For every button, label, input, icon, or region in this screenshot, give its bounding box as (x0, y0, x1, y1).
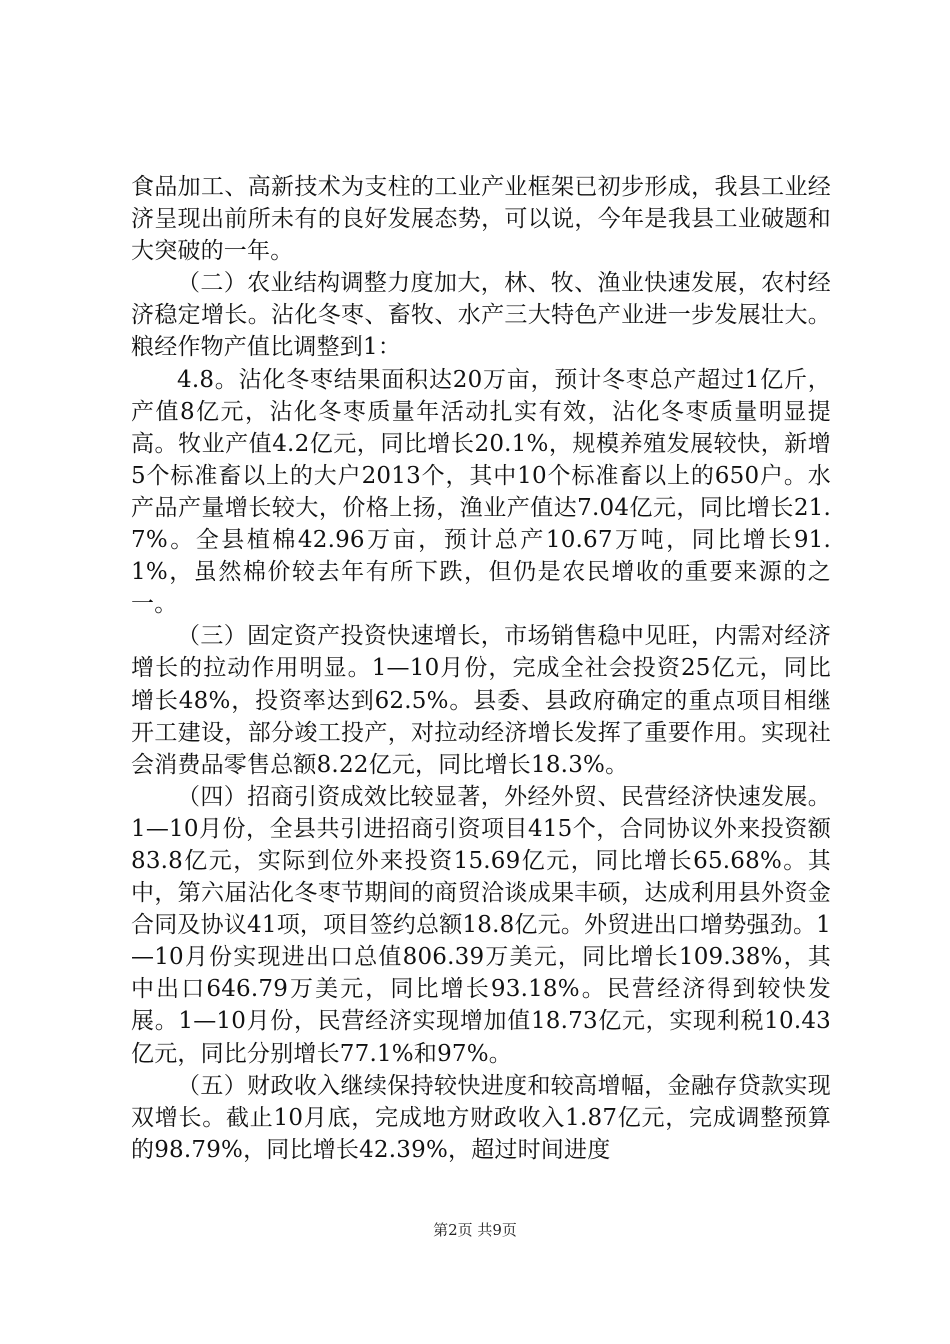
document-body (131, 171, 831, 1166)
paragraph-agriculture-details: 4.8。沾化冬枣结果面积达20万亩，预计冬枣总产超过1亿斤，产值8亿元，沾化冬枣质量年活动扎实有效，沾化冬枣质量明显提高。牧业产值4.2亿元，同比增长20.1%，规模养殖发展较快，新增5个标准畜以上的大户2013个，其中10个标准畜以上的650户。水产品产量增长较大，价格上扬，渔业产值达7.04亿元，同比增长21.7%。全县植棉42.96万亩，预计总产10.67万吨，同比增长91.1%，虽然棉价较去年有所下跌，但仍是农民增收的重要来源的之一。 (131, 366, 831, 618)
page-footer: 第2页 共9页 (433, 1221, 517, 1239)
paragraph-industry-summary: 食品加工、高新技术为支柱的工业产业框架已初步形成，我县工业经济呈现出前所未有的良好发展态势，可以说，今年是我县工业破题和大突破的一年。 (131, 174, 831, 265)
paragraph-investment-promotion: （四）招商引资成效比较显著，外经外贸、民营经济快速发展。1—10月份，全县共引进招商引资项目415个，合同协议外来投资额83.8亿元，实际到位外来投资15.69亿元，同比增长65.68%。其中，第六届沾化冬枣节期间的商贸洽谈成果丰硕，达成利用县外资金合同及协议41项，项目签约总额18.8亿元。外贸进出口增势强劲。1—10月份实现进出口总值806.39万美元，同比增长109.38%，其中出口646.79万美元，同比增长93.18%。民营经济得到较快发展。1—10月份，民营经济实现增加值18.73亿元，实现利税10.43亿元，同比分别增长77.1%和97%。 (131, 783, 831, 1067)
paragraph-fiscal-revenue: （五）财政收入继续保持较快进度和较高增幅，金融存贷款实现双增长。截止10月底，完成地方财政收入1.87亿元，完成调整预算的98.79%，同比增长42.39%，超过时间进度 (131, 1072, 831, 1163)
paragraph-agriculture: （二）农业结构调整力度加大，林、牧、渔业快速发展，农村经济稳定增长。沾化冬枣、畜牧、水产三大特色产业进一步发展壮大。粮经作物产值比调整到1： (131, 270, 831, 361)
paragraph-fixed-asset-investment: （三）固定资产投资快速增长，市场销售稳中见旺，内需对经济增长的拉动作用明显。1—10月份，完成全社会投资25亿元，同比增长48%，投资率达到62.5%。县委、县政府确定的重点项目相继开工建设，部分竣工投产，对拉动经济增长发挥了重要作用。实现社会消费品零售总额8.22亿元，同比增长18.3%。 (131, 623, 831, 778)
